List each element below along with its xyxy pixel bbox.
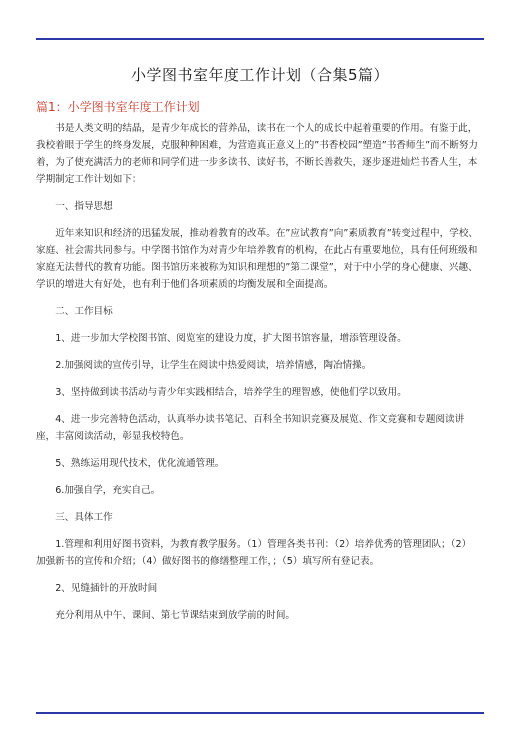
document-body	[36, 120, 480, 634]
section-heading: 二、工作目标	[55, 306, 113, 317]
section-heading: 三、具体工作	[55, 512, 113, 523]
list-item: 4、进一步完善特色活动，认真举办读书笔记、百科全书知识竞赛及展览、作文竞赛和专题阅读讲座，丰富阅读活动，彰显我校特色。	[36, 414, 465, 442]
list-item: 3、坚持做到读书活动与青少年实践相结合，培养学生的理智感，使他们学以致用。	[55, 387, 407, 398]
paragraph: 充分利用从中午、课间、第七节课结束到放学前的时间。	[55, 610, 296, 621]
list-item: 1.管理和利用好图书资料，为教育教学服务。（1）管理各类书刊：（2）培养优秀的管理团队；（2）加强新书的宣传和介绍；（4）做好图书的修缮整理工作，；（5）填写所有登记表。	[36, 539, 472, 567]
top-divider	[36, 38, 484, 40]
paragraph: 书是人类文明的结晶，是青少年成长的营养品，读书在一个人的成长中起着重要的作用。有鉴于此，我校着眼于学生的终身发展，克服种种困难，为营造真正意义上的”书香校园”塑造”书香师生”而不断努力着，为了使充满活力的老师和同学们进一步多读书、读好书，不断长善救失，逐步逐进灿烂书香人生，本学期制定工作计划如下：	[36, 123, 479, 185]
list-item: 5、熟练运用现代技术，优化流通管理。	[55, 458, 225, 469]
document-title: 小学图书室年度工作计划（合集5篇）	[130, 66, 390, 84]
list-item: 1、进一步加大学校图书馆、阅览室的建设力度，扩大图书馆容量，增添管理设备。	[55, 333, 407, 344]
section-heading: 一、指导思想	[55, 201, 113, 212]
section-subtitle: 篇1：小学图书室年度工作计划	[36, 100, 200, 114]
bottom-divider	[36, 712, 484, 714]
paragraph: 近年来知识和经济的迅猛发展，推动着教育的改革。在”应试教育”向”素质教育”转变过程中，学校、家庭、社会需共同参与。中学图书馆作为对青少年培养教育的机构，在此占有重要地位，具有任何班级和家庭无法替代的教育功能。图书馆历来被称为知识和理想的”第二课堂”，对于中小学的身心健康、兴趣、学识的增进大有好处，也有利于他们各项素质的均衡发展和全面提高。	[36, 228, 479, 290]
list-item: 2、见缝插针的开放时间	[55, 583, 158, 594]
list-item: 2.加强阅读的宣传引导，让学生在阅读中热爱阅读，培养情感，陶冶情操。	[55, 360, 372, 371]
list-item: 6.加强自学，充实自己。	[55, 485, 161, 496]
